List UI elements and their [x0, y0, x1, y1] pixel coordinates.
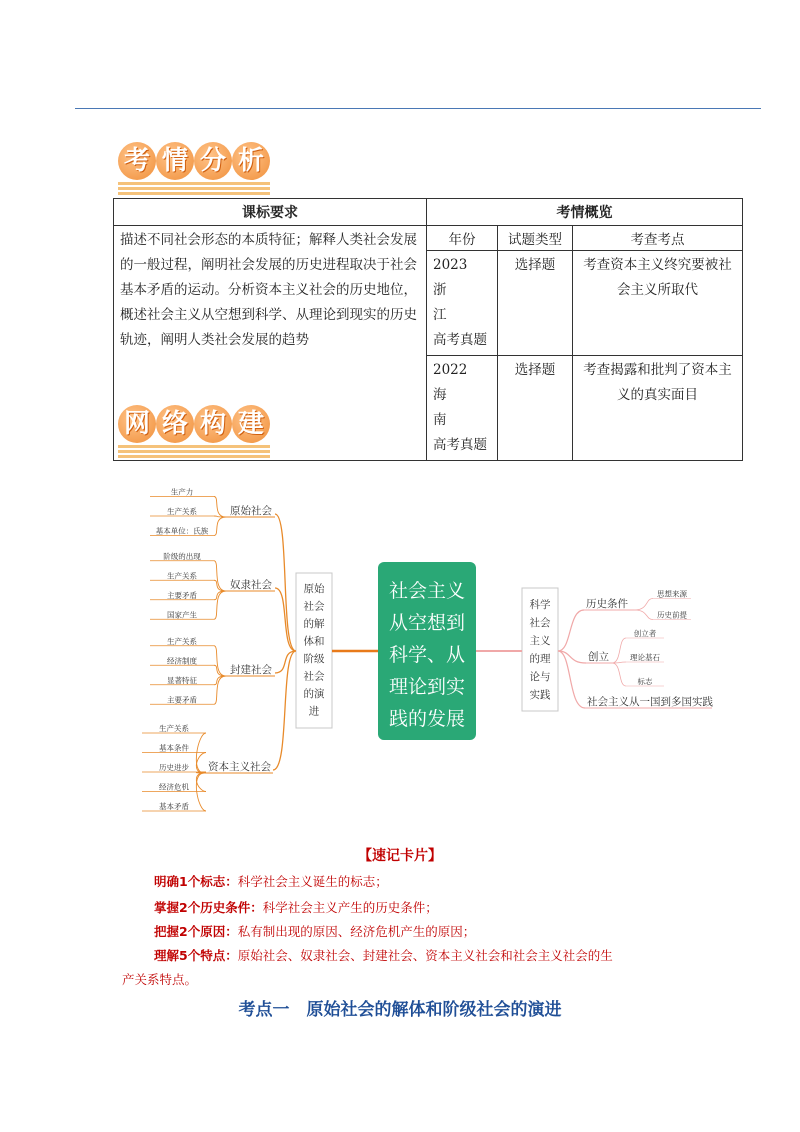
mindmap-leaf-branch: [634, 610, 653, 620]
mindmap-left-leaf: 经济危机: [159, 782, 189, 792]
mindmap-leaf-branch: [196, 753, 206, 774]
mindmap-leaf-branch: [634, 599, 653, 611]
mindmap-leaf-branch: [214, 561, 226, 591]
banner-char: 网: [118, 405, 156, 443]
mindmap-leaf-branch: [196, 773, 206, 792]
banner-char: 络: [156, 405, 194, 443]
row-point: 考查资本主义终究要被社会主义所取代: [573, 251, 743, 356]
mindmap-left-group-label: 奴隶社会: [230, 579, 272, 591]
mindmap-branch: [558, 610, 584, 651]
card-title: 【速记卡片】: [358, 848, 442, 864]
mindmap-branch: [273, 651, 296, 770]
mindmap-leaf-branch: [214, 580, 226, 591]
mindmap-left-group-label: 原始社会: [230, 505, 272, 517]
mindmap-left-leaf: 基本矛盾: [159, 802, 189, 811]
mindmap-left-leaf: 历史进步: [159, 763, 189, 772]
banner-char: 析: [232, 142, 270, 180]
mindmap-left-box-line: 社会: [303, 670, 325, 683]
mindmap-leaf-branch: [612, 663, 626, 686]
mindmap-right-leaf: 标志: [637, 677, 653, 686]
mindmap-center-line: 理论到实: [388, 676, 466, 698]
card-line-continuation: 产关系特点。: [122, 972, 198, 987]
mindmap-left-leaf: 生产关系: [167, 571, 197, 581]
mindmap-leaf-branch: [214, 646, 226, 676]
mindmap-right-group-label: 历史条件: [586, 598, 628, 610]
mindmap-right-box-line: 科学: [529, 599, 551, 611]
mindmap-center-line: 践的发展: [388, 708, 466, 730]
header-rule: [75, 108, 761, 109]
banner-char: 建: [232, 405, 270, 443]
mindmap-branch: [275, 514, 296, 651]
mindmap-left-box-line: 社会: [303, 600, 325, 613]
mindmap-right-group-label: 创立: [588, 651, 609, 663]
mindmap-left-box-line: 的解: [303, 618, 325, 630]
subheader-year: 年份: [427, 226, 498, 251]
mindmap-branch: [275, 651, 296, 673]
mindmap-leaf-branch: [196, 773, 206, 811]
mindmap-right-leaf: 思想来源: [657, 589, 687, 599]
mindmap-center-line: 科学、从: [388, 644, 466, 666]
mindmap-left-leaf: 生产关系: [159, 724, 189, 733]
mindmap-left-leaf: 基本条件: [159, 743, 189, 753]
mindmap-left-box-line: 原始: [303, 583, 325, 595]
mindmap-leaf-branch: [612, 638, 626, 663]
card-line: 明确1个标志：科学社会主义诞生的标志；: [154, 874, 388, 889]
card-line: 理解5个特点：原始社会、奴隶社会、封建社会、资本主义社会和社会主义社会的生: [154, 948, 613, 963]
mindmap-leaf-branch: [214, 591, 226, 600]
mindmap-left-box-line: 体和: [303, 635, 325, 648]
mindmap-left-leaf: 生产关系: [167, 636, 197, 646]
row-year: 2022 海 南 高考真题: [427, 356, 498, 461]
mindmap-right-leaf: 历史前提: [657, 610, 687, 620]
mindmap-left-leaf: 经济制度: [167, 656, 197, 666]
header-curriculum: 课标要求: [114, 199, 427, 226]
mindmap-leaf-branch: [214, 497, 226, 518]
section-title: 考点一 原始社会的解体和阶级社会的演进: [238, 1000, 562, 1020]
curriculum-requirement: 描述不同社会形态的本质特征；解释人类社会发展的一般过程，阐明社会发展的历史进程取决于社会基本矛盾的运动。分析资本主义社会的历史地位，概述社会主义从空想到科学、从理论到现实的历史轨迹，阐明人类社会发展的趋势: [114, 226, 427, 461]
mindmap-right-leaf: 理论基石: [630, 653, 660, 662]
mindmap-center-line: 社会主义: [388, 580, 466, 602]
mindmap-right-leaf: 创立者: [633, 629, 657, 638]
banner-char: 分: [194, 142, 232, 180]
mindmap-diagram: [120, 480, 740, 825]
row-type: 选择题: [498, 356, 573, 461]
mindmap-left-leaf: 阶级的出现: [163, 551, 201, 561]
card-line: 掌握2个历史条件：科学社会主义产生的历史条件；: [154, 900, 438, 915]
mindmap-leaf-branch: [214, 591, 226, 619]
subheader-type: 试题类型: [498, 226, 573, 251]
mindmap-leaf-branch: [214, 676, 226, 685]
mindmap-left-leaf: 国家产生: [167, 610, 197, 620]
mindmap-right-box-line: 实践: [529, 689, 551, 701]
banner-stripes: [118, 445, 270, 459]
mindmap-right-box-line: 主义: [529, 635, 551, 647]
mindmap-left-leaf: 主要矛盾: [167, 695, 197, 705]
mindmap-right-box-line: 论与: [529, 671, 551, 683]
mindmap-left-leaf: 基本单位：氏族: [155, 526, 209, 536]
mindmap-left-group-label: 资本主义社会: [208, 761, 271, 773]
mindmap-leaf-branch: [214, 676, 226, 704]
banner-wangluo-goujian: [118, 405, 278, 459]
banner-stripes: [118, 182, 270, 196]
banner-char: 情: [156, 142, 194, 180]
mindmap-left-box-line: 进: [308, 705, 320, 718]
mindmap-right-box-line: 社会: [529, 617, 551, 629]
subheader-point: 考查考点: [573, 226, 743, 251]
mindmap-left-group-label: 封建社会: [230, 664, 272, 676]
mindmap-left-leaf: 主要矛盾: [167, 590, 197, 600]
mindmap-leaf-branch: [214, 665, 226, 676]
mindmap-left-box-line: 阶级: [303, 653, 325, 665]
row-point: 考查揭露和批判了资本主义的真实面目: [573, 356, 743, 461]
mindmap-right-group-label: 社会主义从一国到多国实践: [587, 696, 713, 708]
banner-kaoqing-fenxi: [118, 142, 278, 196]
card-line: 把握2个原因：私有制出现的原因、经济危机产生的原因；: [154, 924, 476, 939]
mindmap-right-box-line: 的理: [529, 653, 551, 665]
header-overview: 考情概览: [427, 199, 743, 226]
mindmap-left-leaf: 生产力: [170, 487, 194, 497]
mindmap-center-line: 从空想到: [388, 612, 466, 634]
row-type: 选择题: [498, 251, 573, 356]
mindmap-leaf-branch: [214, 517, 226, 536]
mindmap-left-box-line: 的演: [303, 688, 325, 700]
mindmap-branch: [558, 651, 585, 708]
mindmap-left-leaf: 生产关系: [167, 507, 197, 516]
banner-char: 考: [118, 142, 156, 180]
mindmap-left-leaf: 显著特征: [167, 675, 197, 685]
banner-char: 构: [194, 405, 232, 443]
row-year: 2023 浙 江 高考真题: [427, 251, 498, 356]
